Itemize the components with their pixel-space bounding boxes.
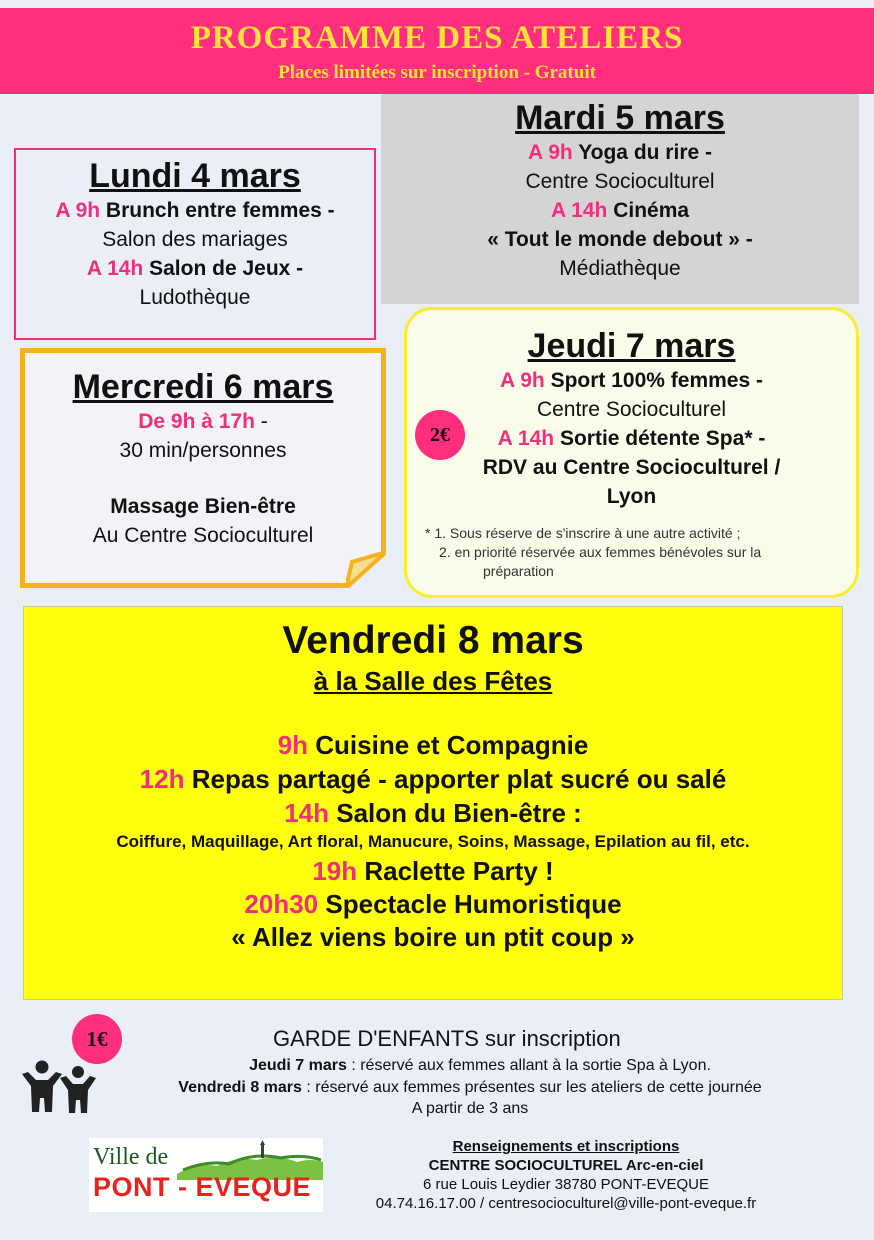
jeudi-footnote-2: 2. en priorité réservée aux femmes bénévoles sur la [439,544,762,560]
mardi-place-1: Centre Socioculturel [525,170,715,193]
spa-price-badge: 2€ [415,410,465,460]
vendredi-item-5 [24,888,842,920]
activity-title: Yoga du rire - [578,141,712,164]
vendredi-item-4 [24,854,842,888]
time-label: 20h30 [244,889,319,919]
childcare-condition: : réservé aux femmes présentes sur les ateliers de cette journée [301,1079,762,1096]
time-label: A 9h [55,199,101,222]
time-label: A 9h [500,369,545,392]
lundi-place-2: Ludothèque [139,286,251,309]
lundi-title: Lundi 4 mars [89,157,301,195]
vendredi-show-title: « Allez viens boire un ptit coup » [231,922,635,952]
vendredi-item-2 [24,762,842,796]
time-label: A 14h [497,427,555,450]
mardi-title: Mardi 5 mars [515,99,725,137]
mardi-card [381,94,859,304]
jeudi-title: Jeudi 7 mars [527,327,736,365]
activity-title: Salon du Bien-être : [329,798,582,828]
mercredi-hours [25,407,381,436]
childcare-title: GARDE D'ENFANTS sur inscription [273,1026,621,1051]
contact-heading: Renseignements et inscriptions [452,1138,680,1155]
vendredi-item-3 [24,796,842,830]
time-label: A 9h [528,141,573,164]
time-label: 12h [139,764,185,794]
page-title: PROGRAMME DES ATELIERS [190,20,684,56]
time-suffix: - [254,410,268,433]
activity-title: Salon de Jeux - [149,257,304,280]
page-fold-icon [346,552,386,588]
childcare-condition: : réservé aux femmes allant à la sortie Spa à Lyon. [346,1057,711,1074]
mercredi-place: Au Centre Socioculturel [92,524,314,547]
lundi-card [14,148,376,340]
lundi-place-1: Salon des mariages [102,228,288,251]
childcare-line-1 [0,1055,874,1076]
jeudi-activity-2 [407,424,856,453]
logo-line-2: PONT - EVEQUE [93,1172,312,1202]
contact-name: CENTRE SOCIOCULTUREL Arc-en-ciel [428,1157,704,1174]
jeudi-footnote-1: * 1. Sous réserve de s'inscrire à une autre activité ; [425,525,741,541]
contact-address: 6 rue Louis Leydier 38780 PONT-EVEQUE [423,1176,709,1193]
jeudi-activity-2-line2: RDV au Centre Socioculturel / [482,456,781,479]
time-label: 19h [312,856,358,886]
activity-title: Raclette Party ! [357,856,554,886]
childcare-price-badge: 1€ [72,1014,122,1064]
jeudi-activity-1 [407,366,856,395]
vendredi-place: à la Salle des Fêtes [313,666,553,696]
mercredi-title: Mercredi 6 mars [72,368,334,406]
logo-line-1: Ville de [93,1144,169,1170]
childcare-age: A partir de 3 ans [411,1100,529,1117]
childcare-day: Jeudi 7 mars [249,1057,347,1074]
mardi-film-title: « Tout le monde debout » - [487,228,753,251]
time-label: 14h [284,798,329,828]
vendredi-item-1 [24,729,842,762]
activity-title: Cuisine et Compagnie [308,730,589,760]
contact-block [330,1137,802,1213]
time-label: 9h [277,730,309,760]
activity-title: Sport 100% femmes - [550,369,763,392]
activity-title: Spectacle Humoristique [318,889,622,919]
header-banner [0,8,874,94]
activity-title: Cinéma [613,199,690,222]
jeudi-card [404,307,859,598]
lundi-activity-2 [16,254,374,283]
page-subtitle: Places limitées sur inscription - Gratuit [278,62,596,83]
city-logo [89,1138,323,1212]
jeudi-place-1: Centre Socioculturel [536,398,727,421]
mardi-activity-2 [381,196,859,225]
time-label: A 14h [86,257,144,280]
jeudi-footnote-3: préparation [483,563,554,579]
time-label: A 14h [550,199,608,222]
spacer [24,699,842,729]
childcare-line-2 [0,1077,874,1098]
mercredi-duration: 30 min/personnes [119,439,287,462]
time-label: De 9h à 17h [138,410,255,433]
activity-title: Brunch entre femmes - [105,199,335,222]
vendredi-title: Vendredi 8 mars [282,619,584,662]
activity-title: Repas partagé - apporter plat sucré ou salé [184,764,727,794]
lundi-activity-1 [16,196,374,225]
mercredi-card [20,348,386,588]
mardi-place-2: Médiathèque [559,257,681,280]
vendredi-card [23,606,843,1000]
mardi-activity-1 [381,138,859,167]
vendredi-salon-details: Coiffure, Maquillage, Art floral, Manucure, Soins, Massage, Epilation au fil, etc. [116,832,750,851]
contact-phone-email: 04.74.16.17.00 / centresocioculturel@ville-pont-eveque.fr [375,1195,757,1212]
mercredi-activity: Massage Bien-être [110,495,296,518]
childcare-day: Vendredi 8 mars [178,1079,302,1096]
spacer [25,465,381,492]
jeudi-activity-2-line3: Lyon [606,485,657,508]
activity-title: Sortie détente Spa* - [559,427,766,450]
